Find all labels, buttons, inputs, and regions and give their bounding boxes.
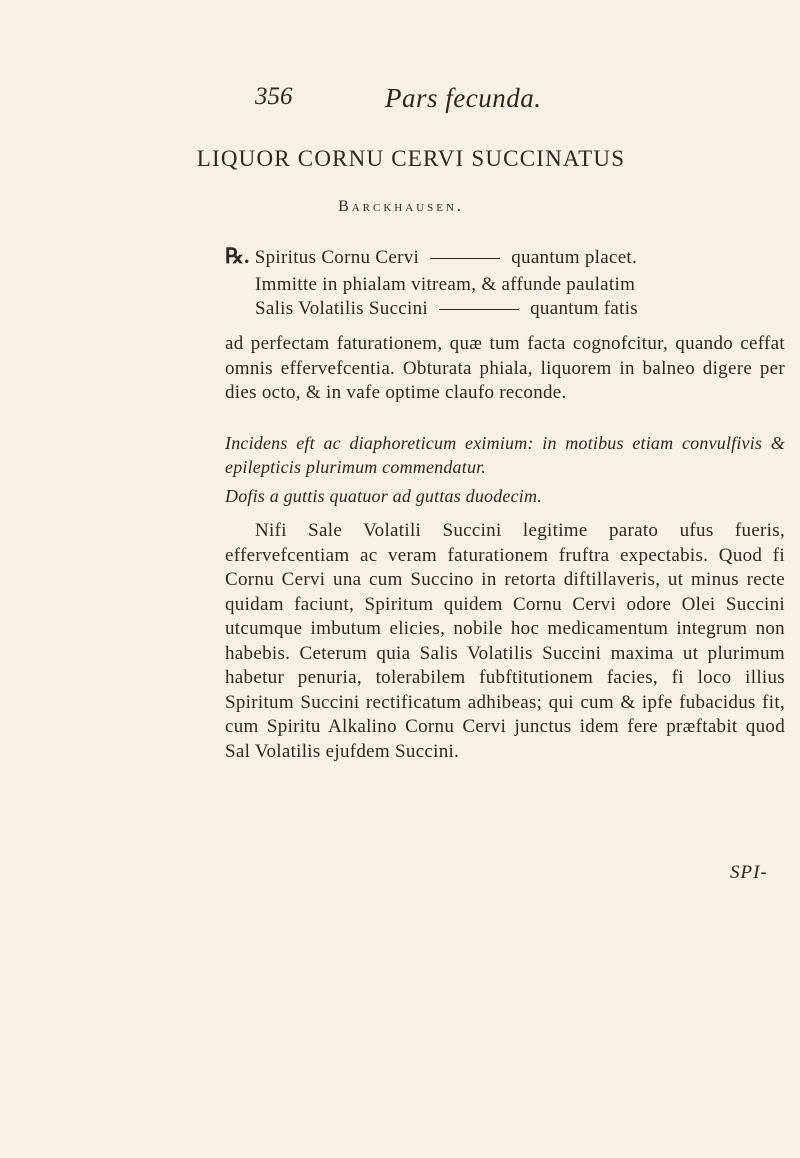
recipe-line-1 [225,244,785,270]
page-number: 356 [255,83,293,110]
recipe-ingredient-2: Salis Volatilis Succini [255,298,428,319]
running-head [255,83,675,119]
rx-symbol: ℞. [225,244,250,268]
recipe-ingredient-1: Spiritus Cornu Cervi [254,247,420,268]
recipe-line-3 [255,297,800,321]
recipe-quantity-1: quantum placet. [511,247,638,268]
paragraph-commentary: Nifi Sale Volatili Succini legitime parato ufus fueris, effervefcentiam ac veram faturationem fruftra expectabis. Quod fi Cornu Cervi una cum Succino in retorta diftillaveris, ut minus recte quidam faciunt, Spiritum quidem Cornu Cervi odore Olei Succini utcumque imbutum elicies, nobile hoc medicamentum integrum non habebis. Ceterum quia Salis Volatilis Succini maxima ut plurimum habetur penuria, tolerabilem fubftitutionem facies, fi loco illius Spiritum Succini rectificatum adhibeas; qui cum & ipfe fubacidus fit, cum Spiritu Alkalino Cornu Cervi junctus idem fere præftabit quod Sal Volatilis ejufdem Succini. [225,520,785,762]
running-title: Pars fecunda. [385,83,542,113]
dash-rule [439,309,519,310]
recipe-quantity-2: quantum fatis [530,298,638,319]
recipe-line-2: Immitte in phialam vitream, & affunde paulatim [255,274,636,295]
paragraph-dose: Dofis a guttis quatuor ad guttas duodecim. [225,486,542,506]
recipe-title: LIQUOR CORNU CERVI SUCCINATUS [196,146,626,171]
paragraph-preparation: ad perfectam faturationem, quæ tum facta cognofcitur, quando ceffat omnis effervefcentia. Obturata phiala, liquorem in balneo digere per dies octo, & in vafe optime claufo reconde. [225,333,785,403]
paragraph-indications: Incidens eft ac diaphoreticum eximium: in motibus etiam convulfivis & epilepticis plurimum commendatur. [225,433,785,477]
catchword: SPI- [730,862,768,883]
dash-rule [430,258,500,259]
author-name: Barckhausen. [338,198,464,215]
